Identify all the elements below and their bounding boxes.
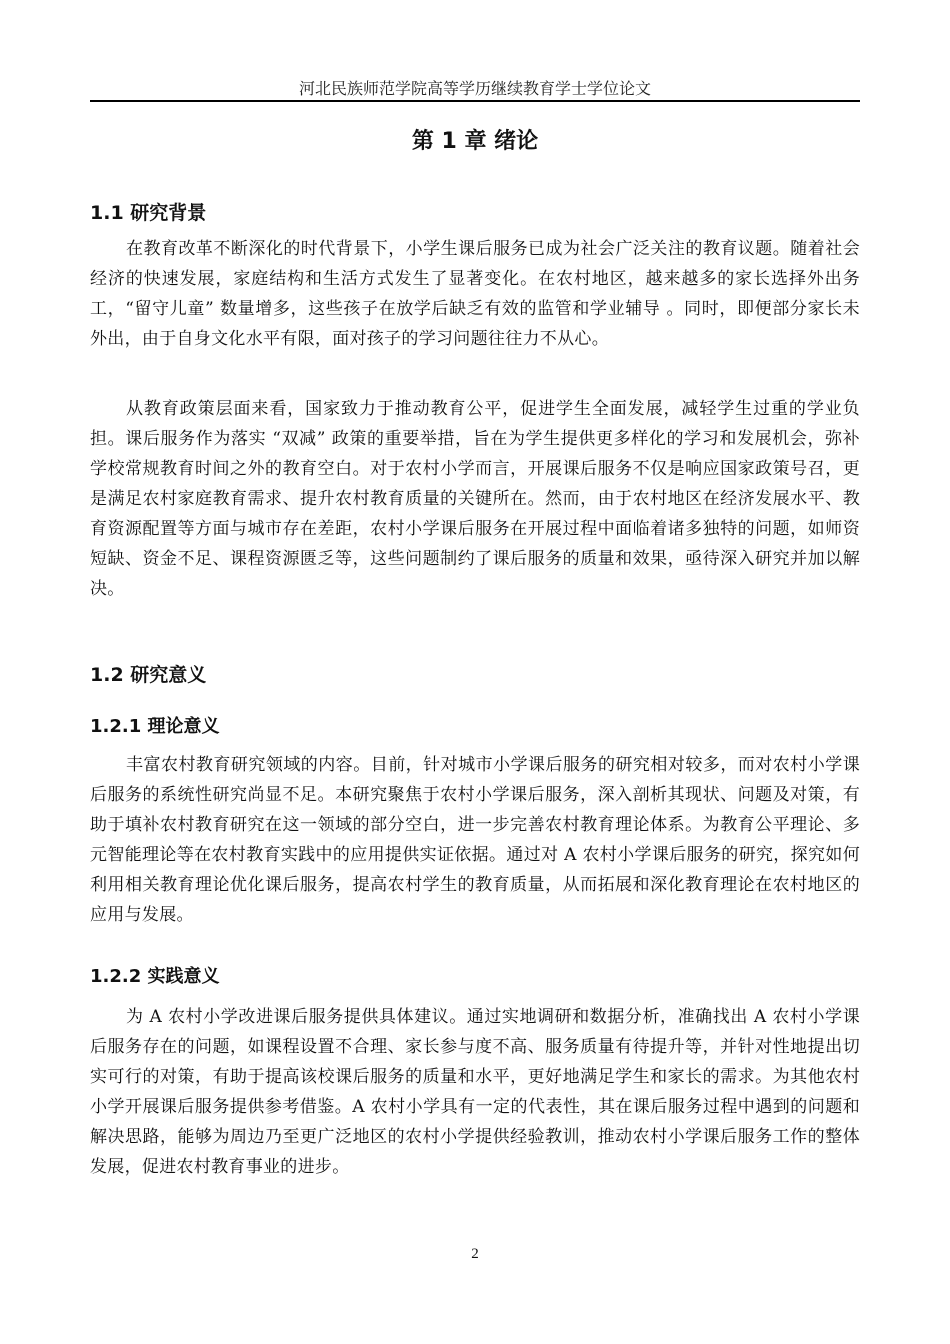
paragraph-background-2: 从教育政策层面来看，国家致力于推动教育公平，促进学生全面发展，减轻学生过重的学业负担。课后服务作为落实 “双减” 政策的重要举措，旨在为学生提供更多样化的学习和发展机会，弥补学校常规教育时间之外的教育空白。对于农村小学而言，开展课后服务不仅是响应国家政策号召，更是满足农村家庭教育需求、提升农村教育质量的关键所在。然而，由于农村地区在经济发展水平、教育资源配置等方面与城市存在差距，农村小学课后服务在开展过程中面临着诸多独特的问题，如师资短缺、资金不足、课程资源匮乏等，这些问题制约了课后服务的质量和效果，亟待深入研究并加以解决。 (90, 399, 860, 599)
section-heading-significance: 1.2 研究意义 (90, 664, 207, 686)
running-header: 河北民族师范学院高等学历继续教育学士学位论文 (298, 79, 651, 98)
paragraph-practice: 为 A 农村小学改进课后服务提供具体建议。通过实地调研和数据分析，准确找出 A 农村小学课后服务存在的问题，如课程设置不合理、家长参与度不高、服务质量有待提升等，并针对性地提出切实可行的对策，有助于提高该校课后服务的质量和水平，更好地满足学生和家长的需求。为其他农村小学开展课后服务提供参考借鉴。A 农村小学具有一定的代表性，其在课后服务过程中遇到的问题和解决思路，能够为周边乃至更广泛地区的农村小学提供经验教训，推动农村小学课后服务工作的整体发展，促进农村教育事业的进步。 (90, 1007, 860, 1177)
header-divider (90, 100, 860, 102)
subsection-heading-theory: 1.2.1 理论意义 (90, 716, 220, 737)
paragraph-theory: 丰富农村教育研究领域的内容。目前，针对城市小学课后服务的研究相对较多，而对农村小学课后服务的系统性研究尚显不足。本研究聚焦于农村小学课后服务，深入剖析其现状、问题及对策，有助于填补农村教育研究在这一领域的部分空白，进一步完善农村教育理论体系。为教育公平理论、多元智能理论等在农村教育实践中的应用提供实证依据。通过对 A 农村小学课后服务的研究，探究如何利用相关教育理论优化课后服务，提高农村学生的教育质量，从而拓展和深化教育理论在农村地区的应用与发展。 (90, 755, 860, 925)
paragraph-background-1: 在教育改革不断深化的时代背景下，小学生课后服务已成为社会广泛关注的教育议题。随着社会经济的快速发展，家庭结构和生活方式发生了显著变化。在农村地区，越来越多的家长选择外出务工，“留守儿童” 数量增多，这些孩子在放学后缺乏有效的监管和学业辅导 。同时，即便部分家长未外出，由于自身文化水平有限，面对孩子的学习问题往往力不从心。 (90, 239, 860, 349)
page-number: 2 (471, 1246, 479, 1262)
section-heading-background: 1.1 研究背景 (90, 202, 207, 224)
subsection-heading-practice: 1.2.2 实践意义 (90, 966, 220, 987)
chapter-title: 第 1 章 绪论 (411, 129, 539, 154)
